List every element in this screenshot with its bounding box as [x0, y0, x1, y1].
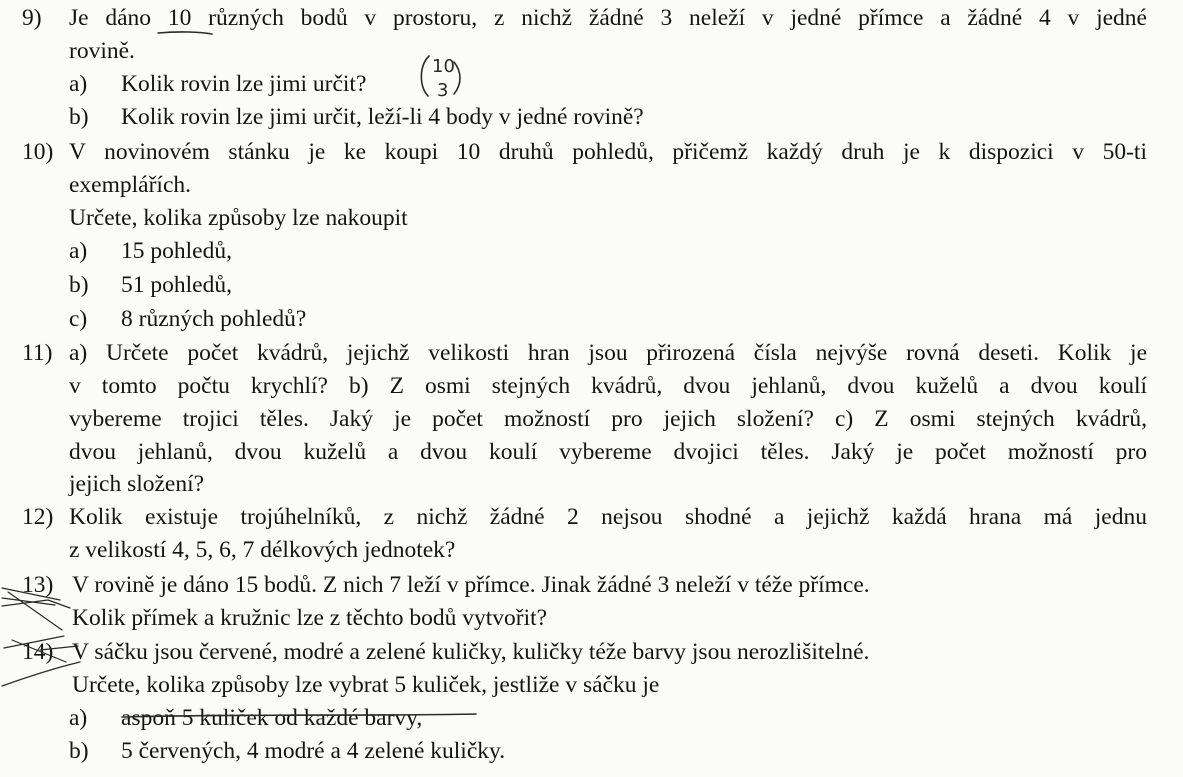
problem-11-line-1: a) Určete počet kvádrů, jejichž velikosti hran jsou přirozená čísla nejvýše rovná deseti. Kolik je [69, 340, 1147, 366]
problem-14-line-2: Určete, kolika způsoby lze vybrat 5 kuliček, jestliže v sáčku je [72, 672, 660, 698]
handwritten-binomial-top: 10 [432, 56, 455, 77]
problem-12-line-2: z velikostí 4, 5, 6, 7 délkových jednotek? [69, 537, 456, 563]
problem-10-item-a [69, 236, 232, 266]
item-letter: c) [69, 306, 88, 332]
item-letter: b) [69, 104, 89, 130]
problem-13-number: 13) [22, 572, 54, 598]
problem-10-item-c [69, 304, 306, 334]
item-text: aspoň 5 kuliček od každé barvy, [121, 705, 423, 731]
problem-14-number: 14) [22, 639, 54, 665]
problem-10-number: 10) [22, 139, 54, 165]
problem-11-line-2: v tomto počtu krychlí? b) Z osmi stejných kvádrů, dvou jehlanů, dvou kuželů a dvou koulí [69, 373, 1147, 399]
handwritten-binomial-bottom: 3 [437, 80, 449, 101]
problem-13-line-2: Kolik přímek a kružnic lze z těchto bodů vytvořit? [72, 605, 548, 631]
problem-14-line-1: V sáčku jsou červené, modré a zelené kuličky, kuličky téže barvy jsou nerozlišitelné. [72, 639, 870, 665]
item-text: 8 různých pohledů? [121, 306, 307, 332]
problem-9-item-a [69, 69, 366, 99]
handwritten-right-paren [454, 62, 460, 94]
problem-10-line-1: V novinovém stánku je ke koupi 10 druhů pohledů, přičemž každý druh je k dispozici v 50-ti [69, 139, 1147, 165]
item-text: 15 pohledů, [121, 238, 232, 264]
item-text: Kolik rovin lze jimi určit? [121, 71, 367, 97]
problem-9-line-2: rovině. [69, 38, 135, 64]
item-letter: a) [69, 705, 88, 731]
handwritten-left-paren [421, 56, 429, 96]
problem-11-line-4: dvou jehlanů, dvou kuželů a dvou koulí vybereme dvojici těles. Jaký je počet možností pro [69, 439, 1147, 465]
problem-9-item-b [69, 102, 644, 132]
problem-14-item-b [69, 736, 505, 766]
item-text: 5 červených, 4 modré a 4 zelené kuličky. [121, 738, 506, 764]
item-text: Kolik rovin lze jimi určit, leží-li 4 body v jedné rovině? [121, 104, 644, 130]
problem-11-line-5: jejich složení? [69, 471, 205, 497]
problem-12-number: 12) [22, 504, 54, 530]
problem-10-item-b [69, 270, 232, 300]
item-letter: b) [69, 738, 89, 764]
problem-11-line-3: vybereme trojici těles. Jaký je počet možností pro jejich složení? c) Z osmi stejných kvádrů, [69, 406, 1147, 432]
problem-13-line-1: V rovině je dáno 15 bodů. Z nich 7 leží v přímce. Jinak žádné 3 neleží v téže přímce. [72, 572, 870, 598]
problem-11-number: 11) [22, 340, 53, 366]
problem-9-number: 9) [22, 5, 42, 31]
item-letter: a) [69, 238, 88, 264]
problem-10-line-2: exemplářích. [69, 172, 192, 198]
problem-12-line-1: Kolik existuje trojúhelníků, z nichž žádné 2 nejsou shodné a jejichž každá hrana má jednu [69, 504, 1147, 530]
problem-10-line-3: Určete, kolika způsoby lze nakoupit [69, 205, 408, 231]
problem-14-item-a [69, 703, 422, 733]
problem-9-line-1: Je dáno 10 různých bodů v prostoru, z nichž žádné 3 neleží v jedné přímce a žádné 4 v jedné [69, 5, 1147, 31]
item-letter: b) [69, 272, 89, 298]
item-letter: a) [69, 71, 88, 97]
item-text: 51 pohledů, [121, 272, 232, 298]
